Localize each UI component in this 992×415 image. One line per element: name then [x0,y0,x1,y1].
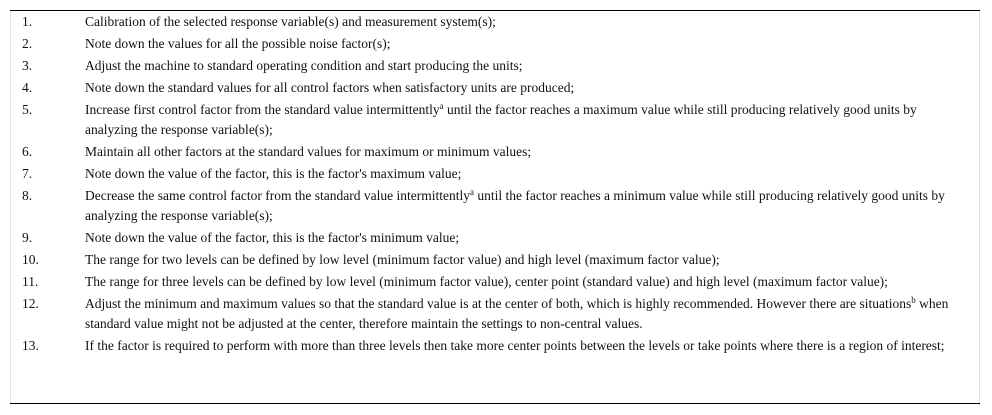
table-bottom-rule [10,403,980,404]
step-text: Maintain all other factors at the standard values for maximum or minimum values; [85,144,532,159]
step-number: 3. [22,58,33,73]
step-text: Adjust the machine to standard operating condition and start producing the units; [85,58,523,73]
table-row [11,34,979,56]
step-number: 4. [22,80,33,95]
footnote-marker: a [439,101,444,111]
step-text: Note down the values for all the possible noise factor(s); [85,36,391,51]
step-text: Note down the standard values for all control factors when satisfactory units are produced; [85,80,575,95]
step-number: 11. [22,274,39,289]
step-number: 10. [22,252,39,267]
step-number: 7. [22,166,33,181]
table-row [11,142,979,164]
table-row [11,164,979,186]
table-row [11,186,979,228]
step-text: The range for two levels can be defined by low level (minimum factor value) and high level (maximum factor value); [85,252,720,267]
table-top-rule [10,10,980,11]
step-number: 6. [22,144,33,159]
step-text: Increase first control factor from the standard value intermittently$^a$ until the factor reaches a maximum value while still producing relatively good units by analyzing the response variable(s); [85,101,917,137]
footnote-marker: a [469,187,474,197]
step-number: 12. [22,296,39,311]
procedure-table [11,12,979,358]
footnote-marker: b [911,295,916,305]
table-row [11,228,979,250]
step-text: The range for three levels can be defined by low level (minimum factor value), center point (standard value) and high level (maximum factor value); [85,274,888,289]
table-row [11,100,979,142]
step-number: 9. [22,230,33,245]
step-text: Calibration of the selected response variable(s) and measurement system(s); [85,14,496,29]
step-text: Note down the value of the factor, this is the factor's maximum value; [85,166,462,181]
step-number: 2. [22,36,33,51]
step-number: 13. [22,338,39,353]
table-row [11,336,979,358]
table-row [11,250,979,272]
table-row [11,12,979,34]
table-row [11,78,979,100]
table-row [11,272,979,294]
step-text: If the factor is required to perform with more than three levels then take more center points between the levels or take points where there is a region of interest; [85,338,945,353]
step-number: 8. [22,188,33,203]
step-number: 1. [22,14,33,29]
step-text: Decrease the same control factor from the standard value intermittently$^a$ until the factor reaches a minimum value while still producing relatively good units by analyzing the response variable(s); [85,187,945,223]
table-row [11,56,979,78]
step-text: Adjust the minimum and maximum values so that the standard value is at the center of both, which is highly recommended. However there are situations$^b$ when standard value might not be adjusted at the center, therefore maintain the settings to non-central values. [85,295,949,331]
step-text: Note down the value of the factor, this is the factor's minimum value; [85,230,460,245]
table-row [11,294,979,336]
step-number: 5. [22,102,33,117]
